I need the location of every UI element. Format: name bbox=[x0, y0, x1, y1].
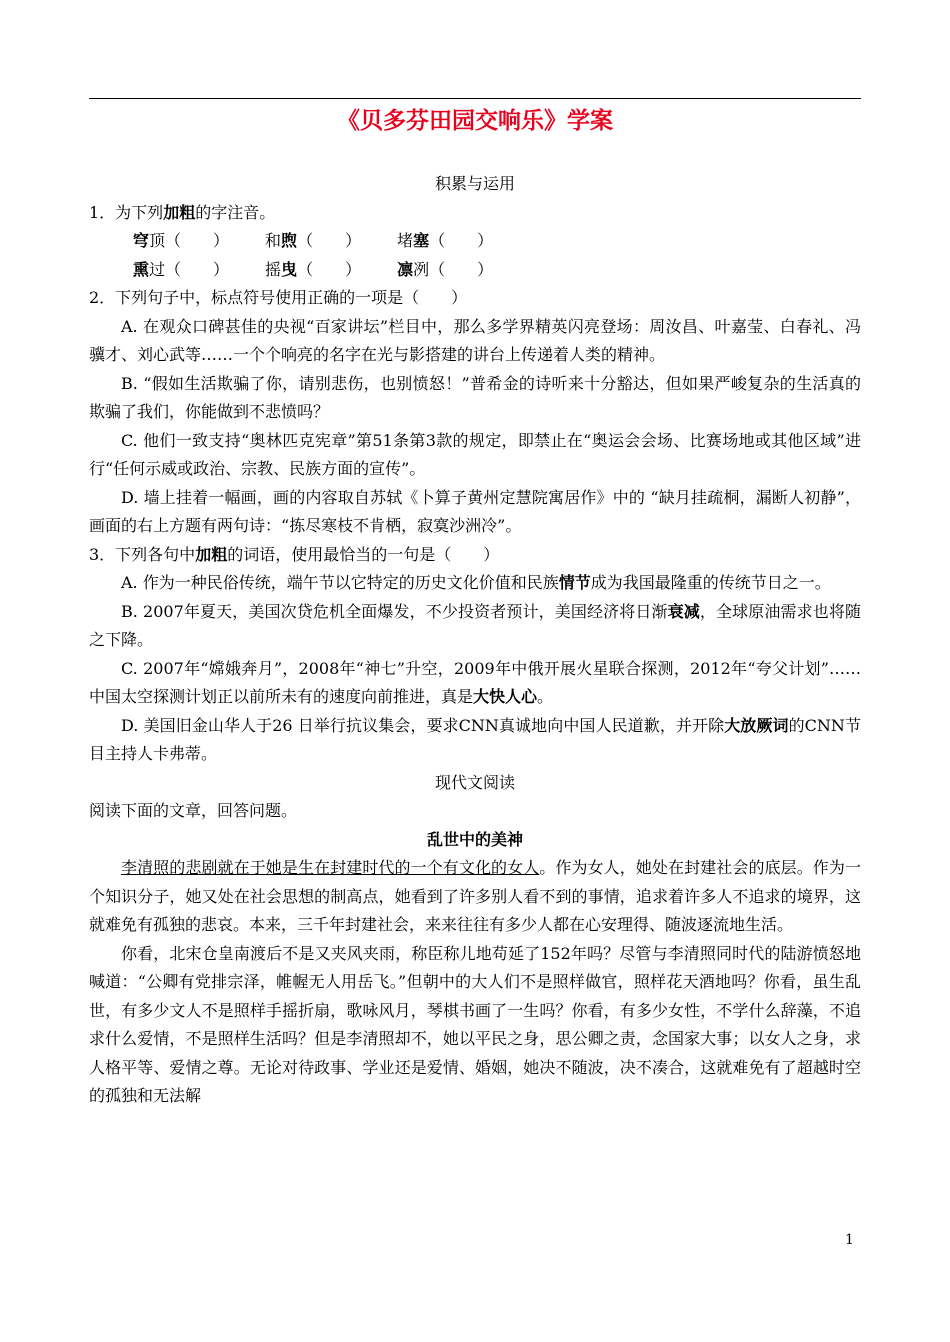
question-3-option-c: C. 2007年“嫦娥奔月”，2008年“神七”升空，2009年中俄开展火星联合探测，2012年“夸父计划”……中国太空探测计划正以前所未有的速度向前推进，真是大快人心。 bbox=[89, 658, 861, 706]
question-1-stem: 1．为下列加粗的字注音。 bbox=[89, 202, 276, 222]
page-title: 《贝多芬田园交响乐》学案 bbox=[337, 108, 613, 134]
essay-title: 乱世中的美神 bbox=[426, 829, 523, 849]
question-3-stem: 3．下列各句中加粗的词语，使用最恰当的一句是（ ） bbox=[89, 544, 500, 564]
question-2-stem: 2．下列句子中，标点符号使用正确的一项是（ ） bbox=[89, 288, 468, 307]
question-2-option-a: A. 在观众口碑甚佳的央视“百家讲坛”栏目中，那么多学界精英闪亮登场：周汝昌、叶嘉莹、白春礼、冯骥才、刘心武等……一个个响亮的名字在光与影搭建的讲台上传递着人类的精神。 bbox=[89, 316, 861, 364]
question-3-option-d: D. 美国旧金山华人于26 日举行抗议集会，要求CNN真诚地向中国人民道歉，并开除大放厥词的CNN节目主持人卡弗蒂。 bbox=[89, 715, 861, 763]
essay-paragraph-2: 你看，北宋仓皇南渡后不是又夹风夹雨，称臣称儿地苟延了152年吗？尽管与李清照同时代的陆游愤怒地喊道：“公卿有党排宗泽，帷幄无人用岳飞。”但朝中的大人们不是照样做官，照样花天酒地吗？你看，虽生乱世，有多少文人不是照样手摇折扇，歌咏风月，琴棋书画了一生吗？你看，有多少女性，不学什么辞藻，不追求什么爱情，不是照样生活吗？但是李清照却不，她以平民之身，思公卿之责，念国家大事；以女人之身，求人格平等、爱情之尊。无论对待政事、学业还是爱情、婚姻，她决不随波，决不凑合，这就难免有了超越时空的孤独和无法解 bbox=[89, 943, 861, 1105]
page-number: 1 bbox=[845, 1232, 854, 1248]
question-2-option-c: C. 他们一致支持“奥林匹克宪章”第51条第3款的规定，即禁止在“奥运会会场、比赛场地或其他区域”进行“任何示威或政治、宗教、民族方面的宣传”。 bbox=[89, 430, 861, 478]
pinyin-row-2: 熏过（ ） 摇曳（ ） 凛冽（ ） bbox=[133, 259, 494, 279]
question-2-option-d: D. 墙上挂着一幅画，画的内容取自苏轼《卜算子黄州定慧院寓居作》中的 “缺月挂疏桐，漏断人初静”，画面的右上方题有两句诗：“拣尽寒枝不肯栖，寂寞沙洲冷”。 bbox=[89, 487, 861, 535]
pinyin-row-1: 穹顶（ ） 和煦（ ） 堵塞（ ） bbox=[133, 231, 494, 250]
document-body bbox=[89, 170, 861, 1111]
section-heading: 现代文阅读 bbox=[434, 772, 515, 792]
header-rule bbox=[89, 98, 861, 99]
essay-paragraph-1: 李清照的悲剧就在于她是生在封建时代的一个有文化的女人。作为女人，她处在封建社会的底层。作为一个知识分子，她又处在社会思想的制高点，她看到了许多别人看不到的事情，追求着许多人不追求的境界，这就难免有孤独的悲哀。本来，三千年封建社会，来来往往有多少人都在心安理得、随波逐流地生活。 bbox=[89, 858, 861, 934]
question-3-option-b: B. 2007年夏天，美国次贷危机全面爆发，不少投资者预计，美国经济将日渐衰减，全球原油需求也将随之下降。 bbox=[89, 601, 861, 649]
question-3-option-a: A. 作为一种民俗传统，端午节以它特定的历史文化价值和民族情节成为我国最隆重的传统节日之一。 bbox=[121, 573, 831, 592]
question-2-option-b: B. “假如生活欺骗了你，请别悲伤，也别愤怒！”普希金的诗听来十分豁达，但如果严峻复杂的生活真的欺骗了我们，你能做到不悲愤吗？ bbox=[89, 373, 861, 421]
reading-intro: 阅读下面的文章，回答问题。 bbox=[89, 801, 298, 820]
section-heading: 积累与运用 bbox=[434, 174, 515, 193]
